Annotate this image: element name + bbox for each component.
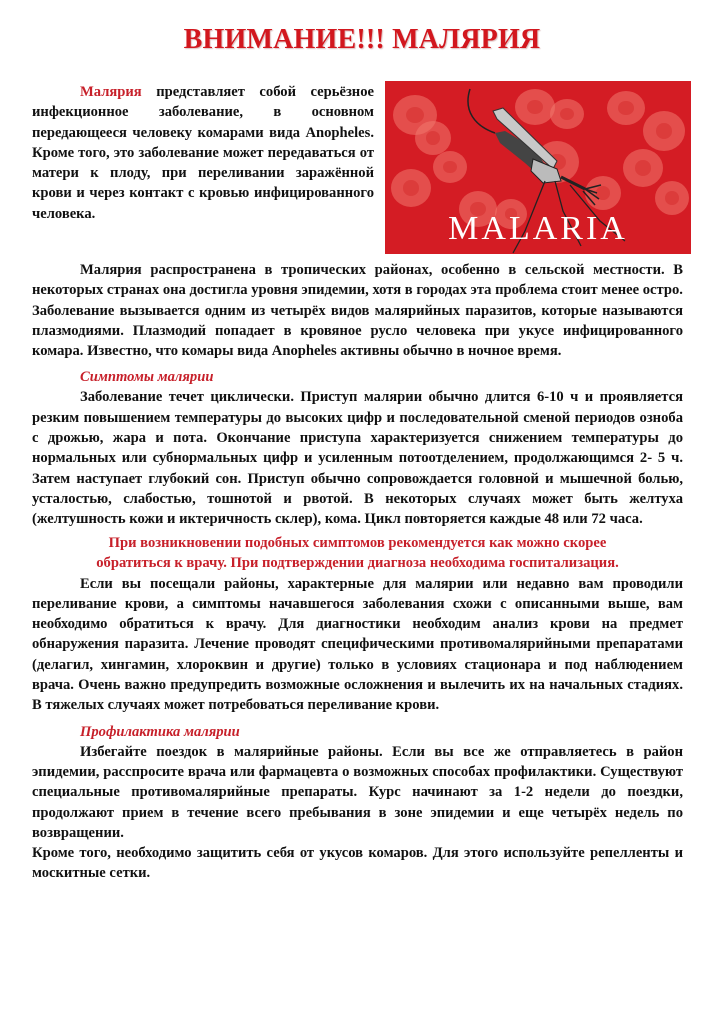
spread-paragraph: Малярия распространена в тропических районах, особенно в сельской местности. В некоторых странах она достигла уровня эпидемии, хотя в городах эта проблема стоит менее остро.: [32, 262, 683, 299]
prevention-paragraph: Избегайте поездок в малярийные районы. Если вы все же отправляетесь в район эпидемии, расспросите врача или фармацевта о возможных способах профилактики. Существуют специальные противомалярийные препараты. Курс начинают за 1-2 недели до поездки, продолжают прием в течение всего пребывания в зоне эпидемии и еще четырёх недель по возвращении.: [32, 743, 683, 841]
main-body: [32, 260, 683, 884]
intro-lead-word: Малярия: [80, 84, 142, 100]
figure-caption: MALARIA: [448, 210, 628, 247]
prevention-extra-paragraph: Кроме того, необходимо защитить себя от укусов комаров. Для этого используйте репелленты и москитные сетки.: [32, 845, 683, 882]
intro-block: [32, 82, 374, 224]
malaria-illustration: [385, 81, 691, 254]
symptoms-paragraph: Заболевание течет циклически. Приступ малярии обычно длится 6-10 ч и проявляется резким повышением температуры до высоких цифр и последовательной сменой периодов озноба с дрожью, жара и пота. Окончание приступа характеризуется снижением температуры до нормальных или субнормальных цифр и усиленным потоотделением, продолжающимся 2- 5 ч. Затем наступает глубокий сон. Приступ обычно сопровождается головной и мышечной болью, усталостью, слабостью, тошнотой и рвотой. В некоторых случаях может быть желтуха (желтушность кожи и иктеричность склер), кома. Цикл повторяется каждые 48 или 72 часа.: [32, 389, 683, 528]
alert-line-2: обратиться к врачу. При подтверждении диагноза необходима госпитализация.: [96, 555, 619, 572]
intro-text: представляет собой серьёзное инфекционное заболевание, в основном передающееся человеку комарами вида Anopheles. Кроме того, это заболевание может передаваться от матери к плоду, при переливании заражённой крови и через контакт с кровью инфицированного человека.: [32, 84, 374, 222]
symptoms-heading: Симптомы малярии: [80, 369, 214, 386]
cause-paragraph: Заболевание вызывается одним из четырёх видов малярийных паразитов, которые называются плазмодиями. Плазмодий попадает в кровяное русло человека при укусе инфицированного комара. Известно, что комары вида Anopheles активны обычно в ночное время.: [32, 302, 683, 360]
prevention-heading: Профилактика малярии: [80, 723, 240, 740]
page-title: ВНИМАНИЕ!!! МАЛЯРИЯ: [183, 24, 541, 55]
alert-line-1: При возникновении подобных симптомов рекомендуется как можно скорее: [108, 534, 607, 551]
treatment-paragraph: Если вы посещали районы, характерные для малярии или недавно вам проводили переливание крови, а симптомы начавшегося заболевания схожи с описанными выше, вам необходимо обратиться к врачу. Для диагностики необходим анализ крови на предмет обнаружения паразита. Лечение проводят специфическими противомалярийными препаратами (делагил, хингамин, хлороквин и другие) только в условиях стационара и под наблюдением врача. Очень важно предупредить возможные осложнения и вылечить их на начальных стадиях. В тяжелых случаях может потребоваться переливание крови.: [32, 575, 683, 714]
intro-paragraph: [32, 82, 374, 224]
